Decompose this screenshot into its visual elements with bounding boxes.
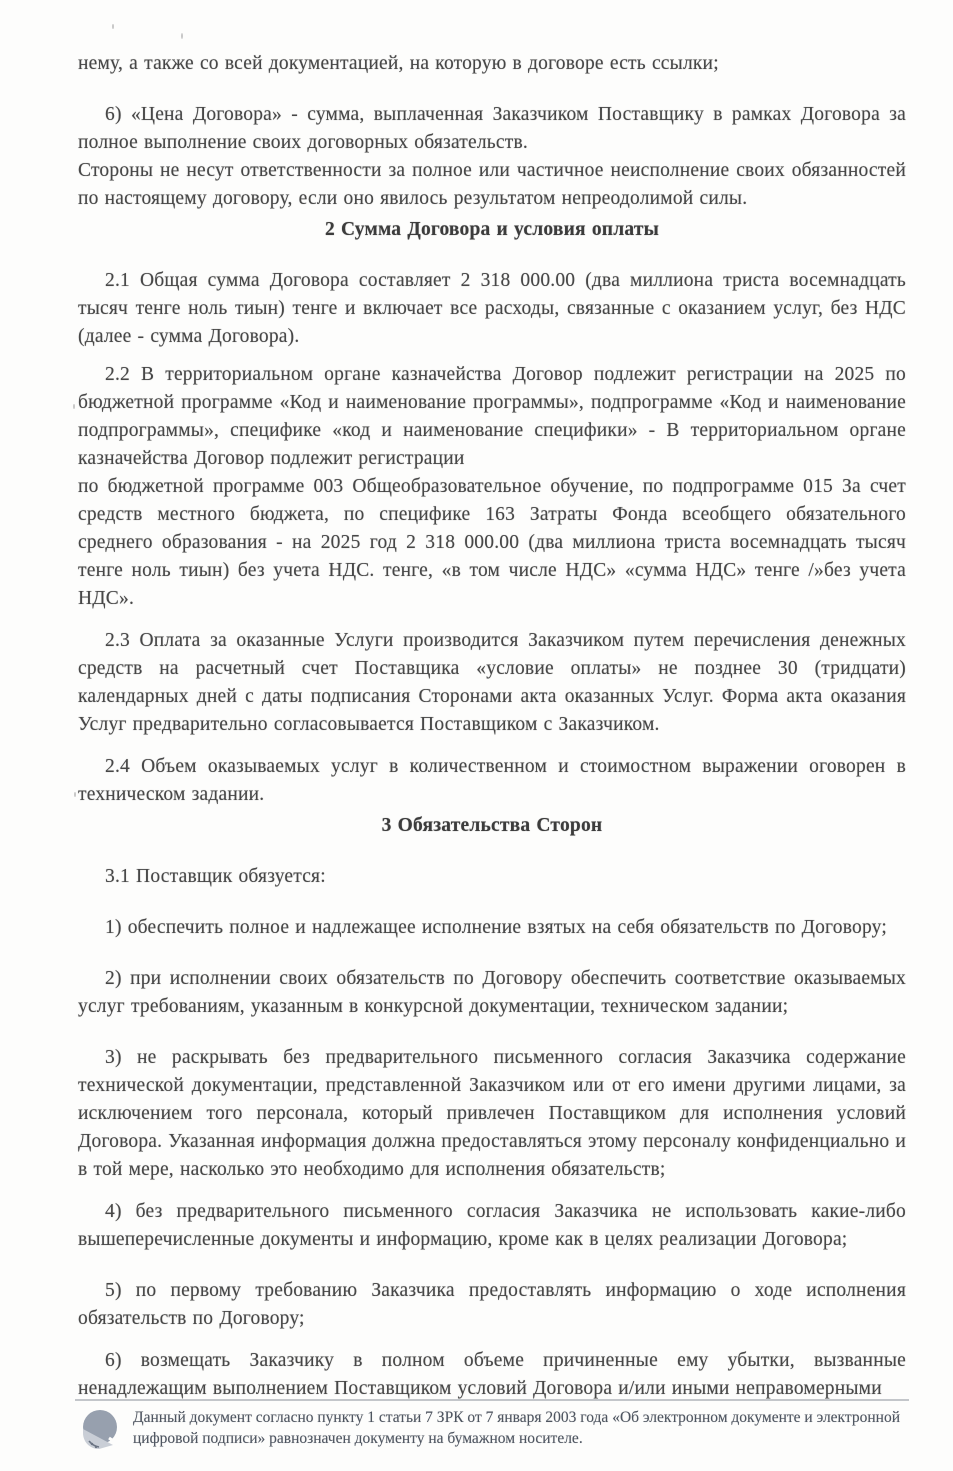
paragraph-force-majeure: Стороны не несут ответственности за полное или частичное неисполнение своих обязанностей по настоящему договору, если оно явилось результатом непреодолимой силы. <box>78 160 906 209</box>
paragraph-2-2: 2.2 В территориальном органе казначейства Договор подлежит регистрации на 2025 по бюджетной программе «Код и наименование программы», подпрограмме «Код и наименование подпрограммы», специфике «код и наименование специфики» - В территориальном органе казначейства Договор подлежит регистрации <box>78 364 906 469</box>
obligation-item-5: 5) по первому требованию Заказчика предоставлять информацию о ходе исполнения обязательств по Договору; <box>78 1280 906 1329</box>
scan-speck <box>112 24 114 29</box>
paragraph-2-4: 2.4 Объем оказываемых услуг в количественном и стоимостном выражении оговорен в техническом задании. <box>78 756 906 805</box>
obligation-item-6: 6) возмещать Заказчику в полном объеме причиненные ему убытки, вызванные ненадлежащим выполнением Поставщиком условий Договора и/или иными неправомерными <box>78 1350 906 1399</box>
obligation-item-2: 2) при исполнении своих обязательств по Договору обеспечить соответствие оказываемых услуг требованиям, указанным в конкурсной документации, техническом задании; <box>78 968 906 1017</box>
paragraph-2-1: 2.1 Общая сумма Договора составляет 2 318 000.00 (два миллиона триста восемнадцать тысяч тенге ноль тиын) тенге и включает все расходы, связанные с оказанием услуг, без НДС (далее - сумма Договора). <box>78 270 906 347</box>
footer-divider <box>75 1399 909 1401</box>
paragraph-3-1: 3.1 Поставщик обязуется: <box>105 866 326 887</box>
digital-signature-stamp-icon <box>79 1407 123 1453</box>
footer-note: Данный документ согласно пункту 1 статьи 7 ЗРК от 7 января 2003 года «Об электронном документе и электронной цифровой подписи» равнозначен документу на бумажном носителе. <box>133 1409 900 1447</box>
paragraph-intro-continuation: нему, а также со всей документацией, на которую в договоре есть ссылки; <box>78 53 719 74</box>
heading-section-2: 2 Сумма Договора и условия оплаты <box>324 219 660 240</box>
scan-speck <box>73 404 75 409</box>
footer <box>75 1399 909 1453</box>
paragraph-price-definition: 6) «Цена Договора» - сумма, выплаченная Заказчиком Поставщику в рамках Договора за полное выполнение своих договорных обязательств. <box>78 104 906 153</box>
scan-speck <box>181 33 183 39</box>
document-body <box>78 50 906 1403</box>
paragraph-2-3: 2.3 Оплата за оказанные Услуги производится Заказчиком путем перечисления денежных средств на расчетный счет Поставщика «условие оплаты» не позднее 30 (тридцати) календарных дней с даты подписания Сторонами акта оказанных Услуг. Форма акта оказания Услуг предварительно согласовывается Поставщиком с Заказчиком. <box>78 630 906 735</box>
paragraph-2-2-continuation: по бюджетной программе 003 Общеобразовательное обучение, по подпрограмме 015 За счет средств местного бюджета, по специфике 163 Затраты Фонда всеобщего обязательного среднего образования - на 2025 год 2 318 000.00 (два миллиона триста восемнадцать тысяч тенге ноль тиын) без учета НДС. тенге, «в том числе НДС» «сумма НДС» тенге /»без учета НДС». <box>78 476 906 609</box>
scan-speck <box>74 792 76 797</box>
obligation-item-1: 1) обеспечить полное и надлежащее исполнение взятых на себя обязательств по Договору; <box>105 917 887 938</box>
heading-section-3: 3 Обязательства Сторон <box>381 815 603 836</box>
obligation-item-3: 3) не раскрывать без предварительного письменного согласия Заказчика содержание технической документации, представленной Заказчиком или от его имени другими лицами, за исключением того персонала, который привлечен Поставщиком для исполнения условий Договора. Указанная информация должна предоставляться этому персоналу конфиденциально и в той мере, насколько это необходимо для исполнения обязательств; <box>78 1047 907 1180</box>
obligation-item-4: 4) без предварительного письменного согласия Заказчика не использовать какие-либо вышеперечисленные документы и информацию, кроме как в целях реализации Договора; <box>78 1201 906 1250</box>
